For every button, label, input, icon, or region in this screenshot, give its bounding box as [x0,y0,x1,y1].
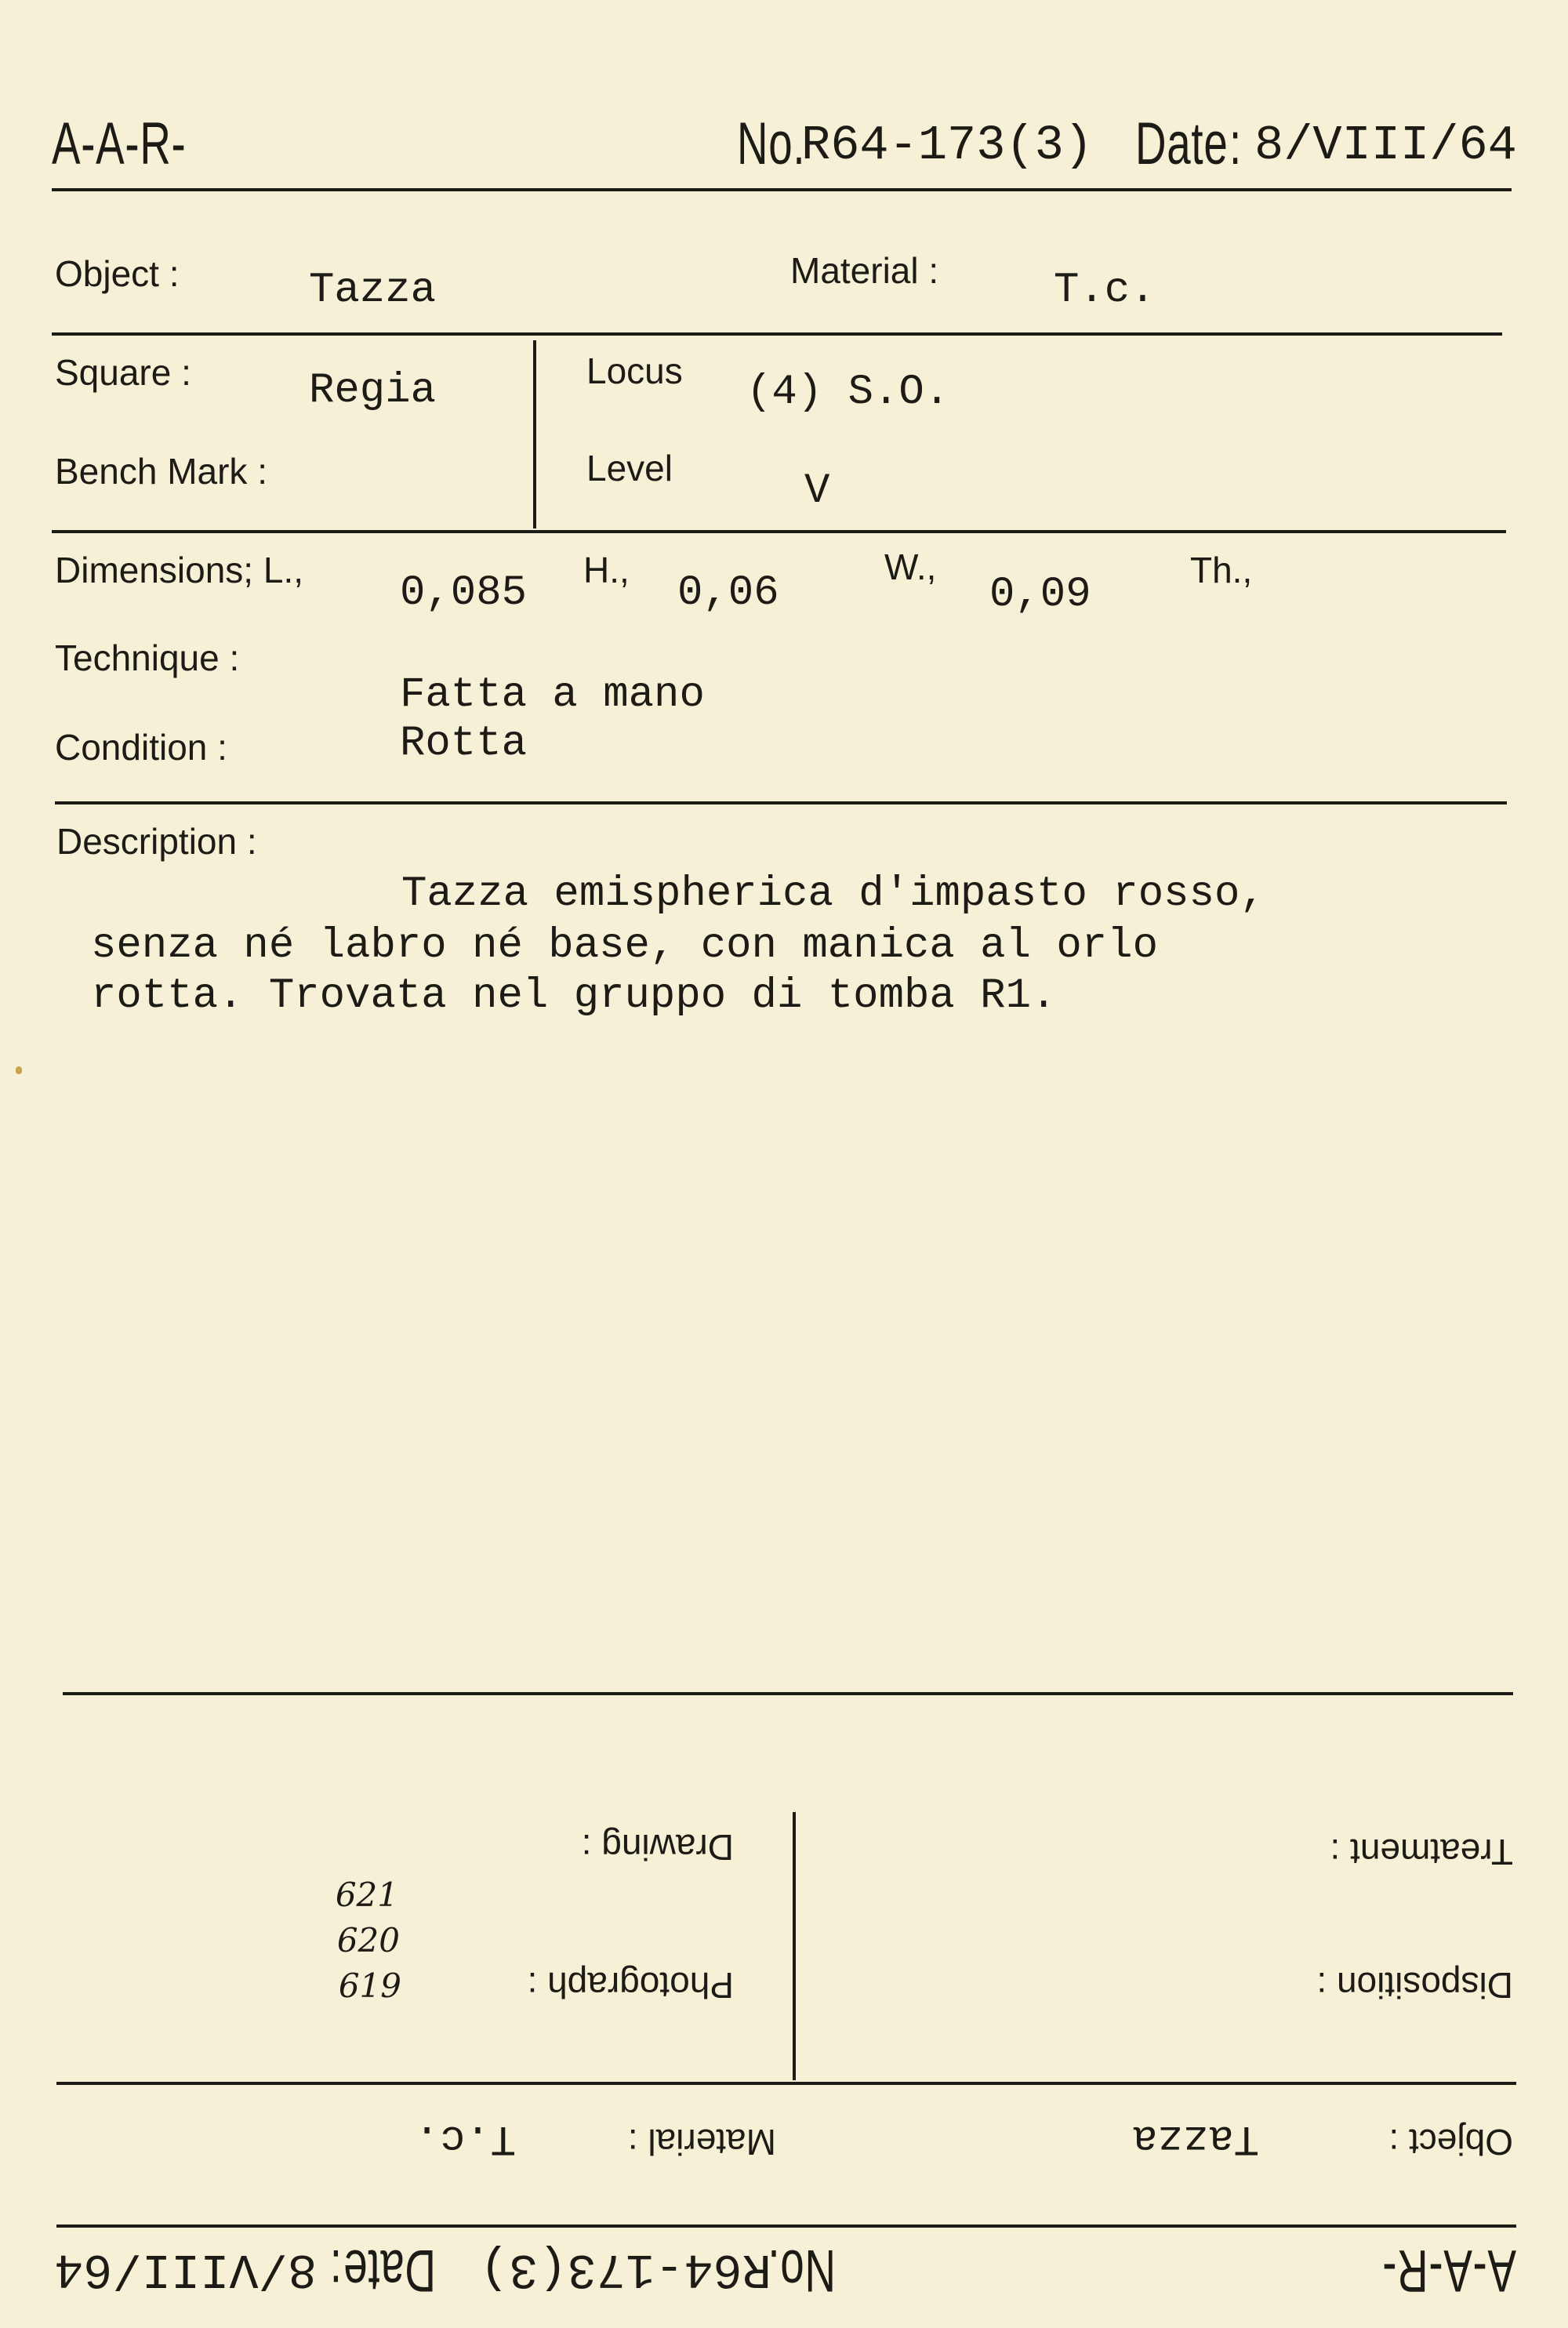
lower-header-rule [56,2224,1516,2228]
dimension-height: 0,06 [677,569,779,617]
object-label: Object : [55,253,180,294]
lower-number-value: R64-173(3) [479,2241,771,2297]
level-label: Level [586,448,673,488]
rule-locus [52,530,1506,533]
lower-date-label: Date [343,2237,436,2304]
technique-label: Technique : [55,637,240,678]
header-rule [52,188,1512,191]
locus-label: Locus [586,350,683,391]
lower-date-separator: : [329,2237,342,2304]
disposition-label: Disposition : [1316,1965,1513,2006]
lower-date-value: 8/VIII/64 [54,2241,317,2297]
inverted-stub [0,1678,1568,2328]
level-value: V [804,467,830,515]
object-value: Tazza [309,267,437,314]
dimension-thickness-label: Th., [1190,550,1253,590]
lower-material-label: Material : [627,2122,776,2163]
stain-mark [16,1066,22,1074]
description-line-1: Tazza emispherica d'impasto rosso, [401,870,1265,918]
number-label: No. [737,111,806,177]
photo-number-1: 619 [338,1967,401,2005]
lower-divider [793,1812,796,2080]
dimension-width: 0,09 [989,571,1091,619]
photograph-label: Photograph : [527,1965,734,2006]
photo-number-2: 620 [336,1921,400,1959]
number-value: R64-173(3) [801,118,1094,173]
rule-condition [55,801,1507,804]
condition-value: Rotta [400,720,528,768]
description-label: Description : [56,821,257,862]
lower-org-code: A-A-R- [1381,2237,1516,2304]
dimension-height-label: H., [583,550,630,590]
treatment-label: Treatment : [1330,1832,1513,1872]
description-line-3: rotta. Trovata nel gruppo di tomba R1. [91,972,1057,1020]
dimensions-label: Dimensions; L., [55,550,304,590]
dimension-width-label: W., [884,547,937,587]
rule-object [52,332,1502,336]
condition-label: Condition : [55,727,227,768]
lower-object-value: Tazza [1131,2114,1259,2162]
drawing-label: Drawing : [581,1827,734,1868]
date-label: Date [1135,111,1229,177]
lower-rule-object [56,2082,1516,2085]
lower-object-label: Object : [1388,2122,1513,2163]
technique-value: Fatta a mano [400,671,705,719]
dimension-length: 0,085 [400,569,528,617]
square-label: Square : [55,352,191,393]
material-label: Material : [790,250,939,291]
square-divider [533,340,536,528]
bench-mark-label: Bench Mark : [55,451,267,492]
lower-number-label: No. [767,2237,836,2304]
date-separator: : [1229,111,1242,177]
lower-material-value: T.c. [414,2114,516,2162]
org-code: A-A-R- [52,111,187,177]
description-line-2: senza né labro né base, con manica al orlo [91,922,1159,970]
locus-value: (4) S.O. [746,369,950,416]
material-value: T.c. [1054,267,1156,314]
date-value: 8/VIII/64 [1254,118,1517,173]
photo-number-3: 621 [335,1876,398,1914]
square-value: Regia [309,367,437,415]
